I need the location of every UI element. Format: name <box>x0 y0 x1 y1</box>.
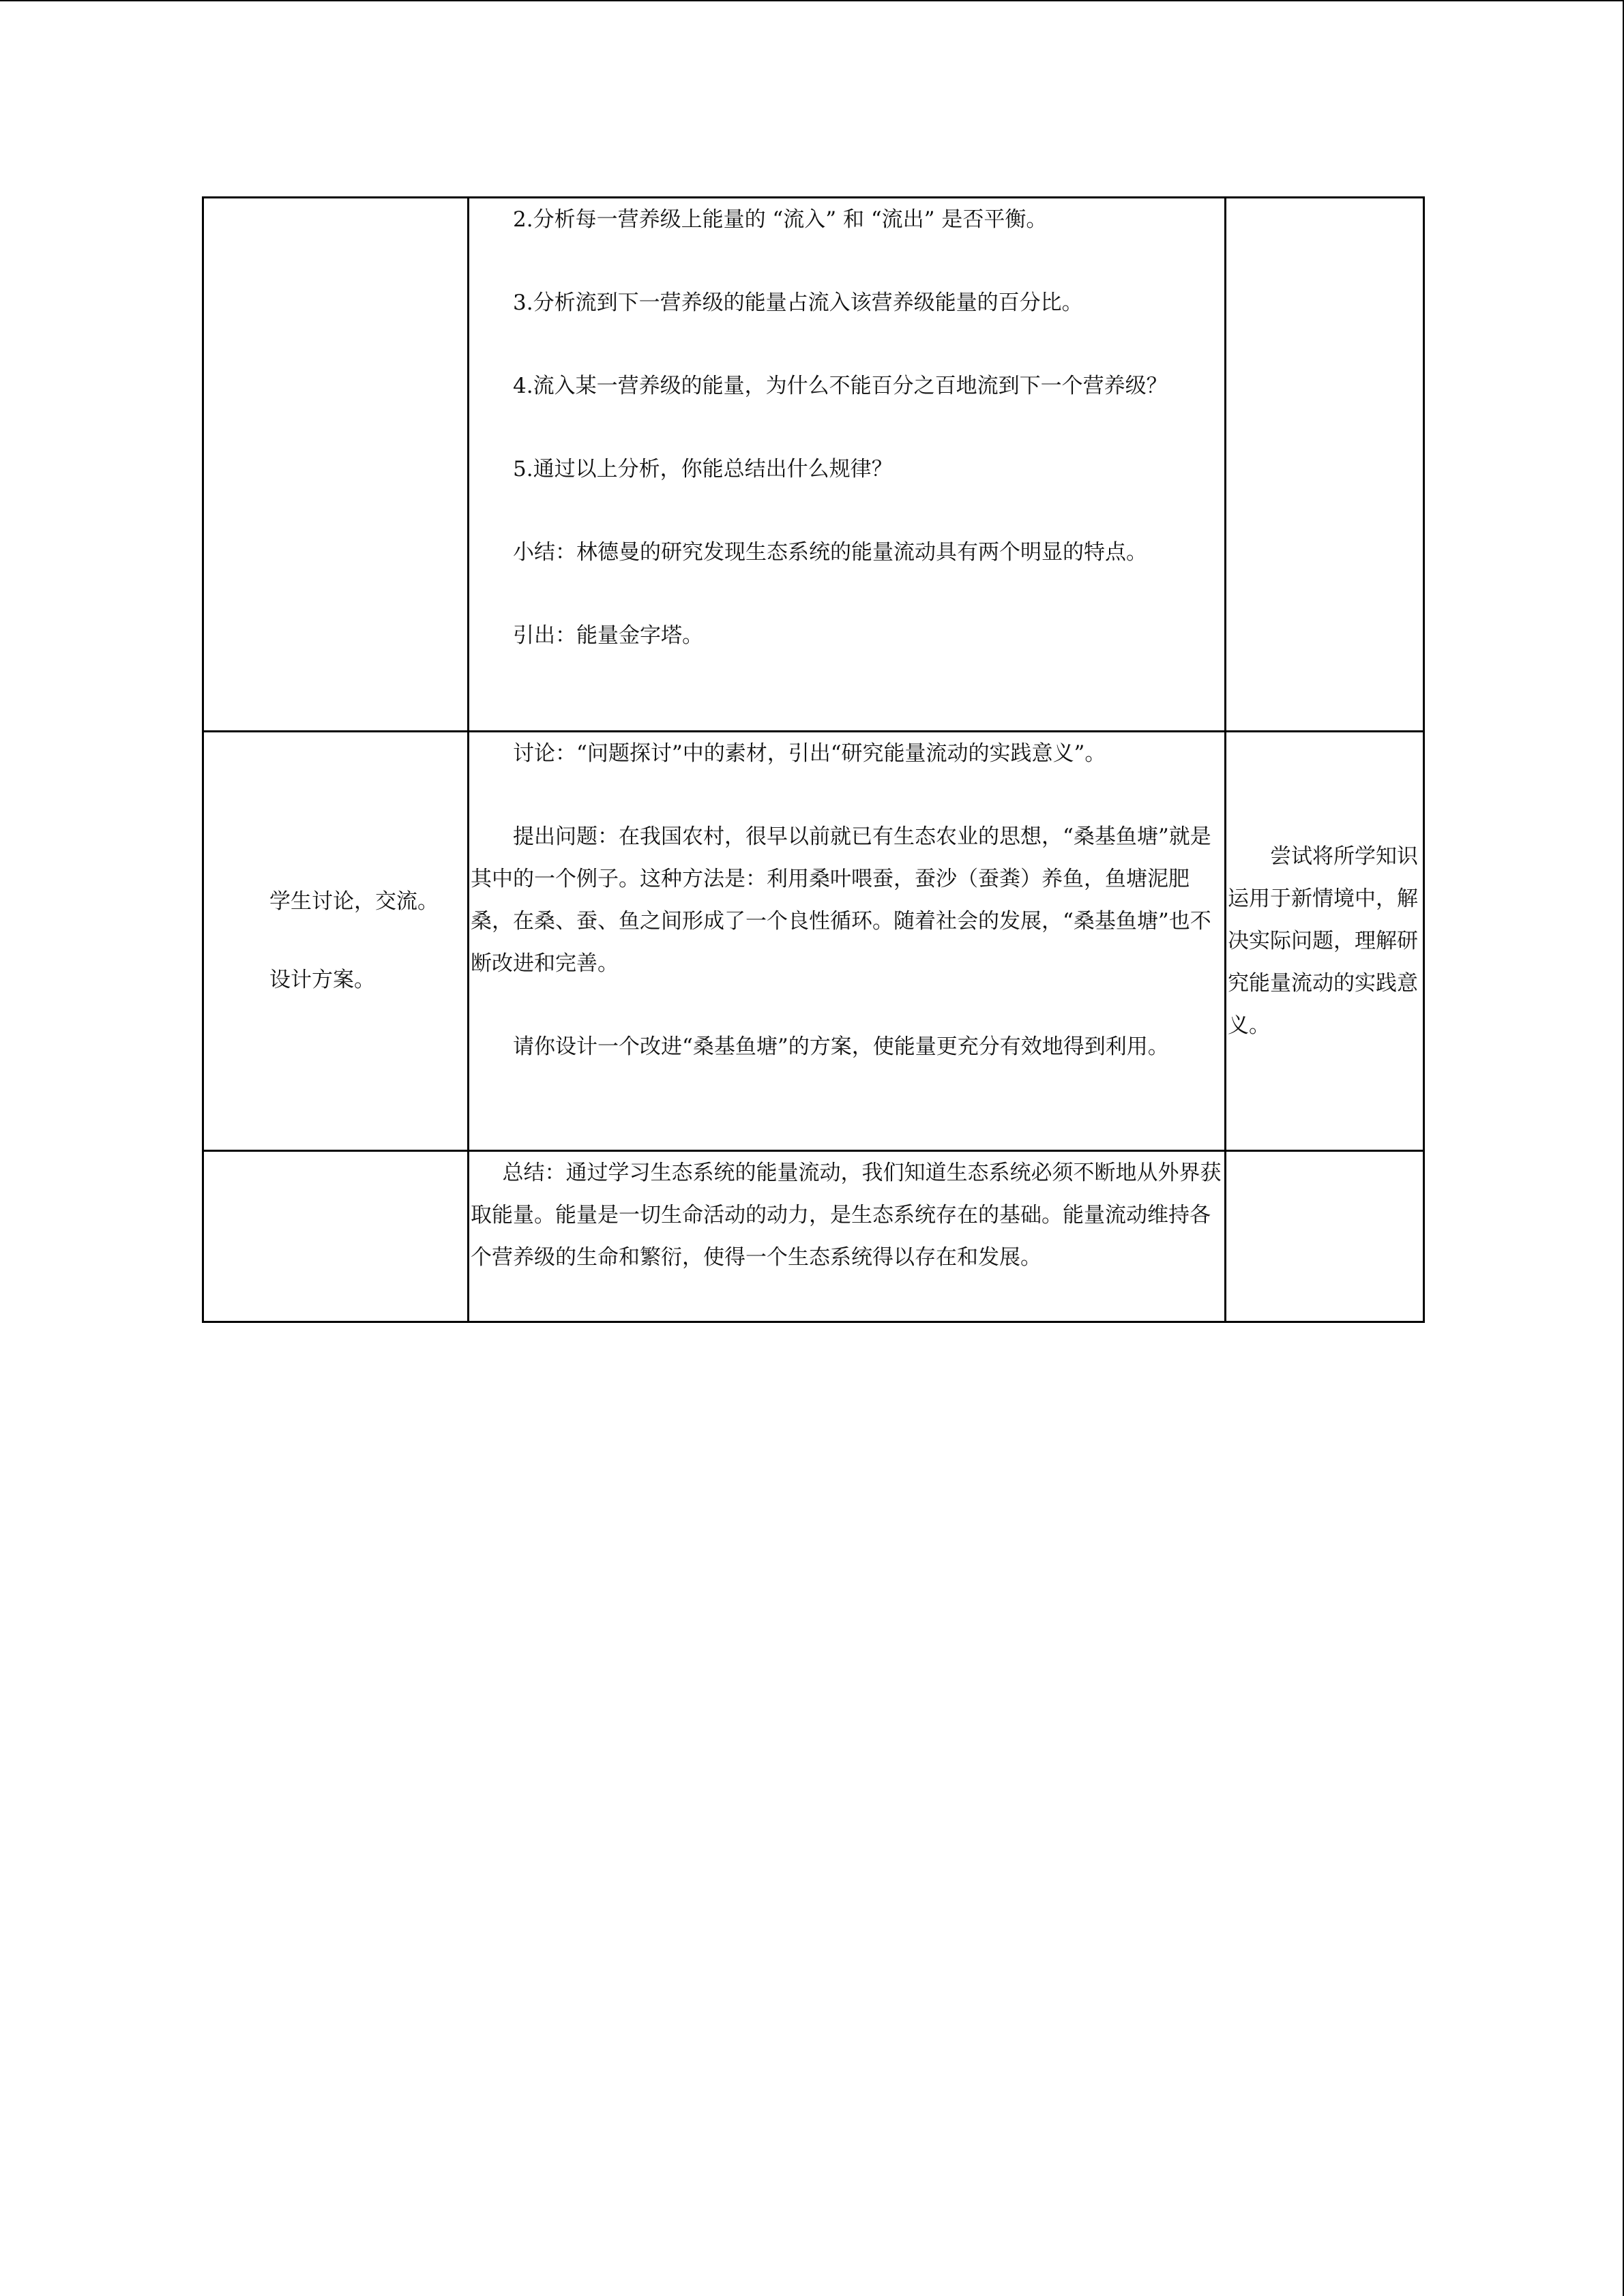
table-row-summary <box>203 1151 1424 1322</box>
question-4: 4.流入某一营养级的能量，为什么不能百分之百地流到下一个营养级？ <box>513 374 1168 398</box>
lead-energy-pyramid: 引出：能量金字塔。 <box>513 623 703 648</box>
question-2: 2.分析每一营养级上能量的 “流入” 和 “流出” 是否平衡。 <box>513 207 1048 232</box>
design-intent-cell <box>1226 732 1424 1151</box>
student-discussion-text: 学生讨论，交流。 <box>269 889 439 914</box>
summary-lindeman: 小结：林德曼的研究发现生态系统的能量流动具有两个明显的特点。 <box>513 540 1147 565</box>
student-activity-cell <box>203 732 469 1151</box>
question-5: 5.通过以上分析，你能总结出什么规律？ <box>513 457 893 481</box>
teacher-activity-cell <box>469 732 1226 1151</box>
table-row-energy-analysis <box>203 198 1424 732</box>
student-activity-cell <box>203 1151 469 1322</box>
lesson-plan-table <box>202 196 1425 1323</box>
teacher-activity-cell <box>469 198 1226 732</box>
table-row-sangji-yutang <box>203 732 1424 1151</box>
teacher-activity-cell <box>469 1151 1226 1322</box>
raised-question: 提出问题：在我国农村，很早以前就已有生态农业的思想，“桑基鱼塘”就是其中的一个例子。这种方法是：利用桑叶喂蚕，蚕沙（蚕粪）养鱼，鱼塘泥肥桑，在桑、蚕、鱼之间形成了一个良性循环。随着社会的发展，“桑基鱼塘”也不断改进和完善。 <box>471 824 1211 976</box>
design-intent-text: 尝试将所学知识运用于新情境中，解决实际问题，理解研究能量流动的实践意义。 <box>1228 844 1418 1038</box>
lesson-summary: 总结：通过学习生态系统的能量流动，我们知道生态系统必须不断地从外界获取能量。能量是一切生命活动的动力，是生态系统存在的基础。能量流动维持各个营养级的生命和繁衍，使得一个生态系统得以存在和发展。 <box>471 1161 1222 1270</box>
student-activity-cell <box>203 198 469 732</box>
design-plan-text: 设计方案。 <box>269 968 375 992</box>
discussion-prompt: 讨论：“问题探讨”中的素材，引出“研究能量流动的实践意义”。 <box>513 741 1106 766</box>
design-intent-cell <box>1226 1151 1424 1322</box>
design-intent-cell <box>1226 198 1424 732</box>
question-3: 3.分析流到下一营养级的能量占流入该营养级能量的百分比。 <box>513 290 1083 315</box>
design-task: 请你设计一个改进“桑基鱼塘”的方案，使能量更充分有效地得到利用。 <box>513 1034 1169 1059</box>
